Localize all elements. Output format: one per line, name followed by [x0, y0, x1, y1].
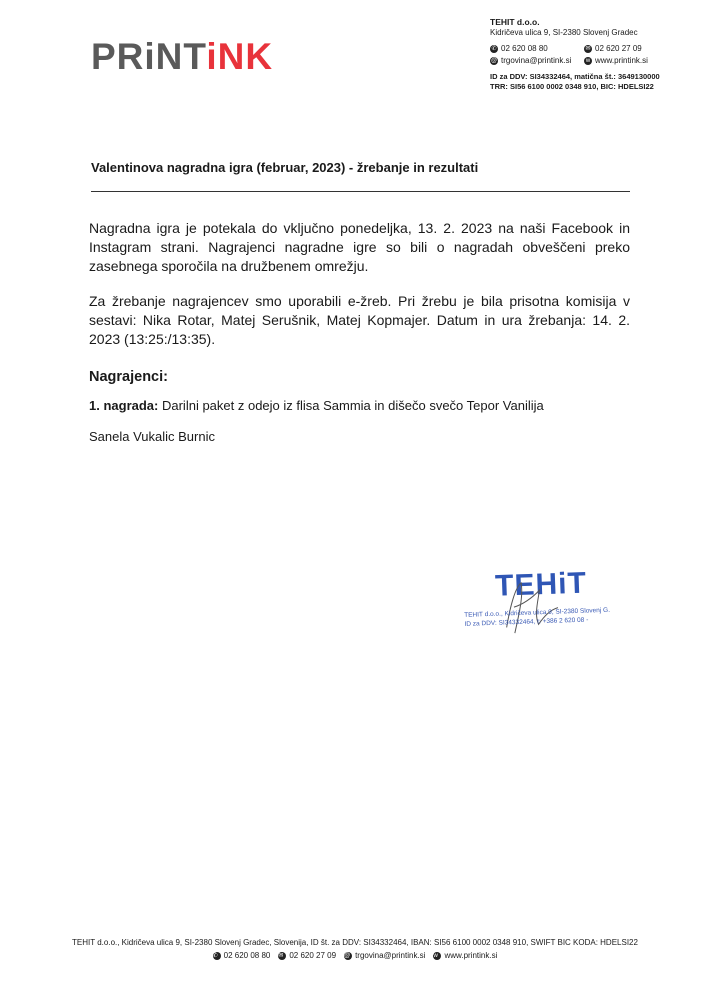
- logo-part-ink: iNK: [206, 36, 274, 77]
- phone-icon: ✆: [213, 952, 221, 960]
- company-ids-line1: ID za DDV: SI34332464, matična št.: 3649130000: [490, 71, 660, 81]
- email-icon: @: [490, 57, 498, 64]
- stamp-line-1: TEHIT d.o.o., Kidričeva ulica 9, SI-2380 Slovenj G.: [464, 606, 611, 619]
- paragraph-giveaway-info: Nagradna igra je potekala do vključno ponedeljka, 13. 2. 2023 na naši Facebook in Instagram strani. Nagrajenci nagradne igre so bili o nagradah obveščeni preko zasebnega sporočila na družbenem omrežju.: [89, 220, 630, 274]
- company-fax: 02 620 27 09: [595, 43, 642, 53]
- fax-icon: ✉: [278, 952, 286, 960]
- web-icon: w: [433, 952, 441, 960]
- company-web: www.printink.si: [595, 55, 648, 65]
- logo-part-print: PRiNT: [91, 36, 207, 77]
- footer-web: www.printink.si: [444, 951, 498, 960]
- company-info: [490, 17, 695, 91]
- footer-company-line: TEHIT d.o.o., Kidričeva ulica 9, SI-2380 Slovenj Gradec, Slovenija, ID št. za DDV: SI34332464, IBAN: SI56 6100 0002 0348 910, SWIFT BIC KODA: HDELSI22: [72, 938, 638, 947]
- prize-line: [89, 398, 544, 413]
- email-icon: @: [344, 952, 351, 959]
- company-email: trgovina@printink.si: [501, 55, 572, 65]
- web-icon: w: [585, 57, 591, 64]
- fax-icon: ✉: [585, 45, 591, 52]
- footer-phone: 02 620 08 80: [223, 951, 271, 960]
- winners-heading: Nagrajenci:: [89, 369, 168, 385]
- company-address: Kidričeva ulica 9, SI-2380 Slovenj Gradec: [490, 27, 638, 37]
- company-ids-line2: TRR: SI56 6100 0002 0348 910, BIC: HDELSI22: [490, 82, 654, 91]
- prize-label: 1. nagrada:: [89, 398, 159, 413]
- stamp-text: [464, 605, 625, 629]
- winner-name: Sanela Vukalic Burnic: [89, 429, 215, 444]
- prize-text: Darilni paket z odejo iz flisa Sammia in dišečo svečo Tepor Vanilija: [161, 398, 544, 413]
- company-name: TEHIT d.o.o.: [490, 17, 540, 27]
- document-title: Valentinova nagradna igra (februar, 2023) - žrebanje in rezultati: [91, 160, 479, 175]
- title-divider: [91, 191, 630, 192]
- company-phone: 02 620 08 80: [501, 43, 548, 53]
- stamp-line-2: ID za DDV: SI34332464, t: +386 2 620 08 -: [464, 616, 589, 628]
- company-stamp: [461, 565, 634, 651]
- paragraph-draw-info: Za žrebanje nagrajencev smo uporabili e-žreb. Pri žrebu je bila prisotna komisija v sestavi: Nika Rotar, Matej Serušnik, Matej Kopmajer. Datum in ura žrebanja: 14. 2. 2023 (13:25:/13:35).: [89, 293, 630, 347]
- footer-fax: 02 620 27 09: [289, 951, 337, 960]
- phone-icon: ✆: [491, 45, 497, 52]
- footer-contacts: [0, 949, 710, 962]
- footer-email: trgovina@printink.si: [355, 951, 426, 960]
- page-footer: [0, 936, 710, 962]
- printink-logo: [91, 38, 273, 75]
- stamp-logo: TEHiT: [494, 566, 588, 603]
